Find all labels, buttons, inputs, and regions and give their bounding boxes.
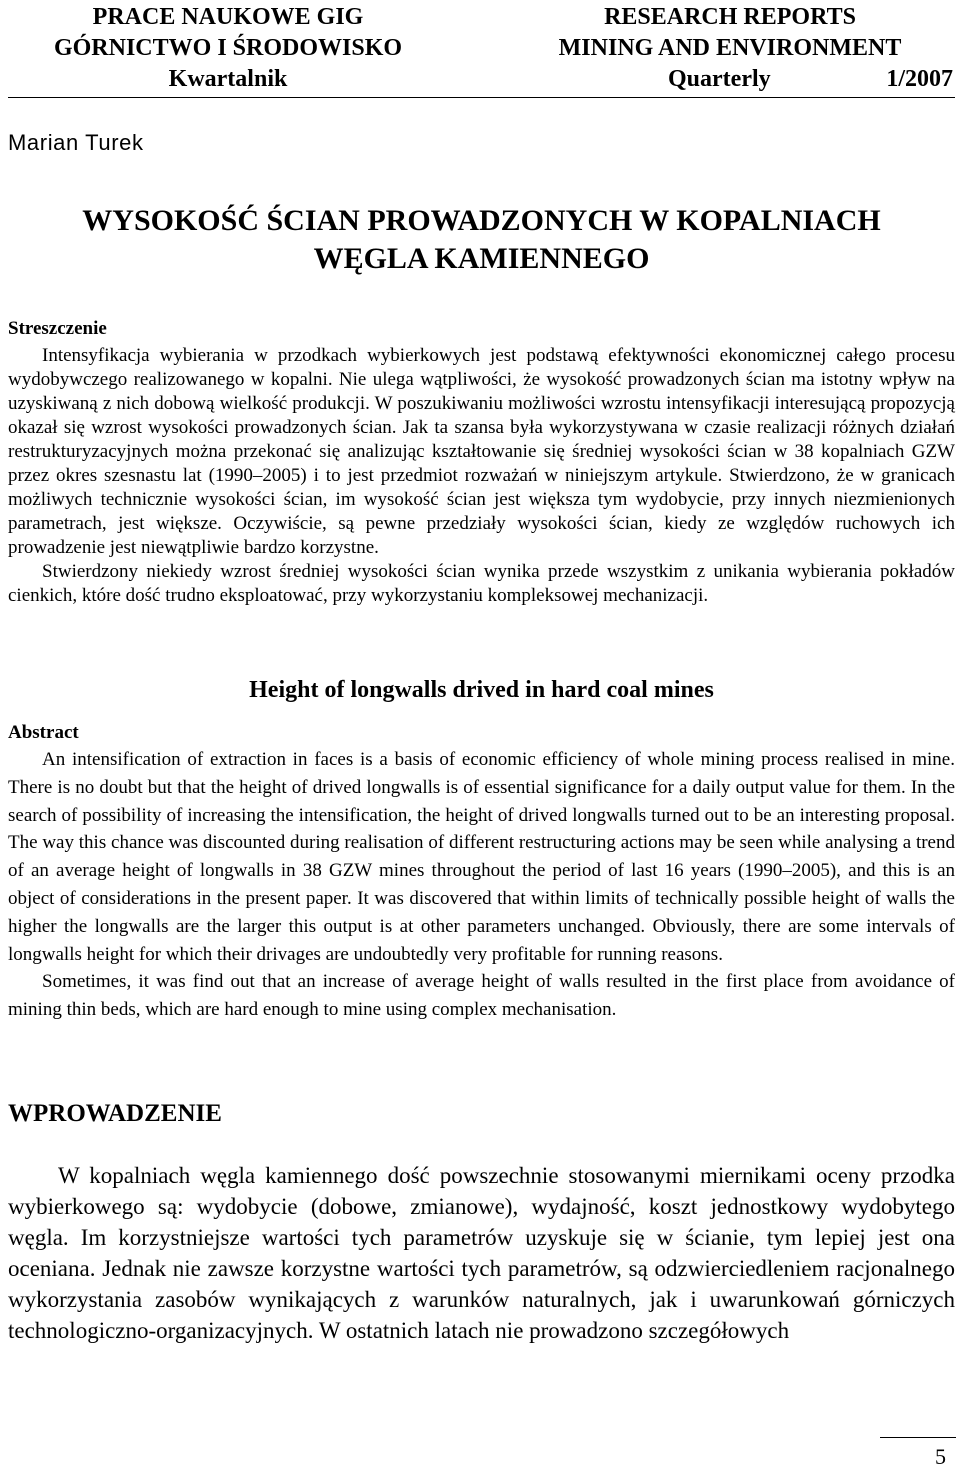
abstract-pl-paragraph: Stwierdzony niekiedy wzrost średniej wysokości ścian wynika przede wszystkim z unikania wybierania pokładów cienkich, które dość trudno eksploatować, przy wykorzystaniu kompleksowej mechanizacji. [8, 561, 955, 606]
journal-name-en-line2: MINING AND ENVIRONMENT [558, 35, 902, 61]
journal-header [8, 0, 955, 100]
journal-name-en-line1: RESEARCH REPORTS [604, 4, 856, 30]
abstract-en-heading: Abstract [8, 722, 79, 743]
abstract-en-paragraph: Sometimes, it was find out that an increase of average height of walls resulted in the first place from avoidance of mining thin beds, which are hard enough to mine using complex mechanisation. [8, 971, 955, 1021]
journal-name-pl-line1: PRACE NAUKOWE GIG [92, 4, 364, 30]
journal-name-pl-line2: GÓRNICTWO I ŚRODOWISKO [53, 35, 403, 61]
paper-title-line2: WĘGLA KAMIENNEGO [313, 242, 650, 275]
section-body [8, 1160, 955, 1346]
abstract-en [8, 746, 955, 1024]
author-name: Marian Turek [8, 130, 144, 155]
frequency-en: Quarterly [668, 66, 771, 92]
abstract-pl-paragraph: Intensyfikacja wybierania w przodkach wybierkowych jest podstawą efektywności ekonomicznej całego procesu wydobywczego realizowanego w kopalni. Nie ulega wątpliwości, że wysokość prowadzonych ścian ma istotny wpływ na uzyskiwaną z nich dobową wielkość produkcji. W poszukiwaniu możliwości wzrostu intensyfikacji interesującą propozycją okazał się wzrost wysokości prowadzonych ścian. Jak ta szansa była wykorzystywana w czasie realizacji różnych działań restrukturyzacyjnych można przekonać się analizując kształtowanie się średniej wysokości ścian w 38 kopalniach GZW przez okres szesnastu lat (1990–2005) i to jest przedmiot rozważań w niniejszym artykule. Stwierdzono, że w granicach możliwych technicznie wysokości ścian, im wysokość ścian jest większa tym wydobycie, przy innych niezmienionych parametrach, jest większe. Oczywiście, są pewne przedziały wysokości ścian, kiedy ze względów ruchowych ich prowadzenie jest niewątpliwie bardzo korzystne. [8, 345, 955, 558]
section-heading: WPROWADZENIE [8, 1100, 222, 1127]
journal-name-pl [8, 2, 448, 64]
header-rule [8, 97, 955, 98]
abstract-en-paragraph: An intensification of extraction in faces is a basis of economic efficiency of whole mining process realised in mine. There is no doubt but that the height of drived longwalls is of essential significance for a daily output value for them. In the search of possibility of increasing the intensification, the height of drived longwalls turned out to be an interesting proposal. The way this chance was discounted during realisation of different restructuring actions may be seen while analysing a trend of an average height of longwalls in 38 GZW mines throughout the period of last 16 years (1990–2005), and this is an object of considerations in the present paper. It was discovered that within limits of technically possible height of walls the higher the longwalls are the larger this output is at other parameters unchanged. Obviously, there are some intervals of longwalls height for which their drivages are undoubtedly very profitable for running reasons. [8, 749, 955, 965]
abstract-pl-heading: Streszczenie [8, 318, 107, 339]
paper-title-en: Height of longwalls drived in hard coal mines [249, 677, 714, 703]
paper-page [8, 0, 955, 1343]
footer-rule [880, 1437, 956, 1438]
journal-name-en [500, 2, 960, 64]
issue-number: 1/2007 [886, 66, 953, 92]
paper-title-line1: WYSOKOŚĆ ŚCIAN PROWADZONYCH W KOPALNIACH [82, 204, 881, 237]
paper-title [8, 202, 955, 278]
page-number: 5 [935, 1444, 946, 1469]
frequency-pl: Kwartalnik [168, 66, 288, 92]
abstract-pl [8, 344, 955, 608]
body-paragraph: W kopalniach węgla kamiennego dość powszechnie stosowanymi miernikami oceny przodka wybierkowego są: wydobycie (dobowe, zmianowe), wydajność, koszt jednostkowy wydobytego węgla. Im korzystniejsze wartości tych parametrów uzyskuje się w ścianie, tym lepiej jest ona oceniana. Jednak nie zawsze korzystne wartości tych parametrów, są odzwierciedleniem racjonalnego wykorzystania zasobów wynikających z warunków naturalnych, jak i uwarunkowań górniczych technologiczno-organizacyjnych. W ostatnich latach nie prowadzono szczegółowych [8, 1163, 955, 1343]
